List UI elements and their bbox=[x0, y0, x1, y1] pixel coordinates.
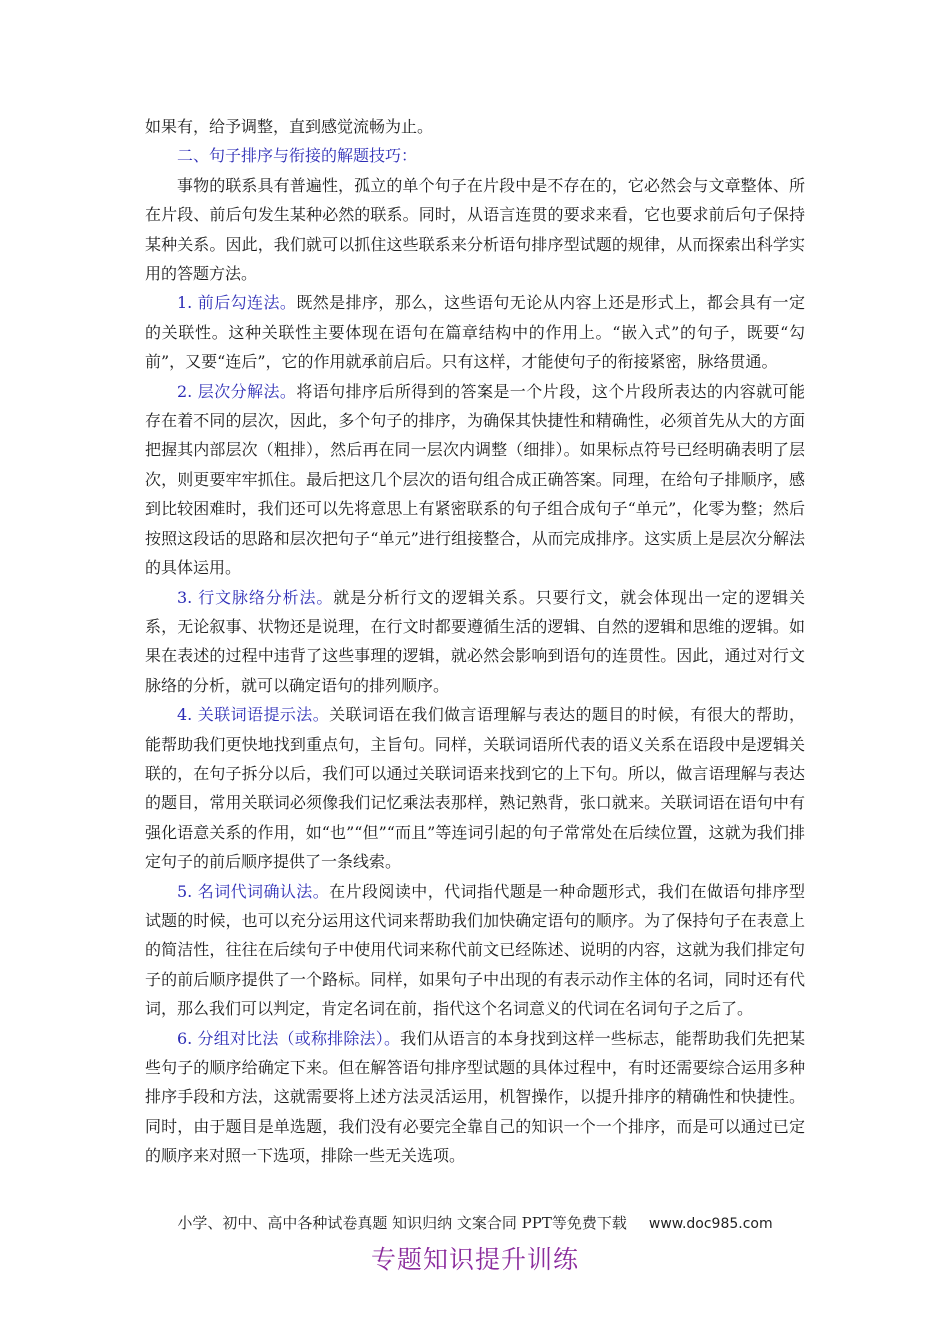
method-5-title: 5. 名词代词确认法。 bbox=[177, 881, 330, 901]
method-1 bbox=[145, 288, 805, 376]
method-4-title: 4. 关联词语提示法。 bbox=[177, 705, 330, 725]
method-6-title: 6. 分组对比法（或称排除法）。 bbox=[177, 1028, 401, 1048]
method-3-body: 就是分析行文的逻辑关系。只要行文，就会体现出一定的逻辑关系，无论叙事、状物还是说理，在行文时都要遵循生活的逻辑、自然的逻辑和思维的逻辑。如果在表述的过程中违背了这些事理的逻辑，就必然会影响到语句的连贯性。因此，通过对行文脉络的分析，就可以确定语句的排列顺序。 bbox=[145, 587, 805, 695]
method-5 bbox=[145, 877, 805, 1024]
method-6-body: 我们从语言的本身找到这样一些标志，能帮助我们先把某些句子的顺序给确定下来。但在解答语句排序型试题的具体过程中，有时还需要综合运用多种排序手段和方法，这就需要将上述方法灵活运用，机智操作，以提升排序的精确性和快捷性。同时，由于题目是单选题，我们没有必要完全靠自己的知识一个一个排序，而是可以通过已定的顺序来对照一下选项，排除一些无关选项。 bbox=[145, 1028, 805, 1166]
footer-links bbox=[0, 1212, 950, 1233]
footer-text: 小学、初中、高中各种试卷真题 知识归纳 文案合同 PPT等免费下载 bbox=[177, 1214, 627, 1232]
method-1-body: 既然是排序，那么，这些语句无论从内容上还是形式上，都会具有一定的关联性。这种关联性主要体现在语句在篇章结构中的作用上。“嵌入式”的句子，既要“勾前”，又要“连后”，它的作用就承前启后。只有这样，才能使句子的衔接紧密，脉络贯通。 bbox=[145, 293, 805, 372]
intro-paragraph: 事物的联系具有普遍性，孤立的单个句子在片段中是不存在的，它必然会与文章整体、所在片段、前后句发生某种必然的联系。同时，从语言连贯的要求来看，它也要求前后句子保持某种关系。因此，我们就可以抓住这些联系来分析语句排序型试题的规律，从而探索出科学实用的答题方法。 bbox=[145, 175, 805, 284]
method-1-title: 1. 前后勾连法。 bbox=[177, 293, 297, 313]
method-4 bbox=[145, 700, 805, 876]
footer-site-link[interactable]: www.doc985.com bbox=[648, 1216, 773, 1232]
method-3-title: 3. 行文脉络分析法。 bbox=[177, 587, 334, 607]
method-2-body: 将语句排序后所得到的答案是一个片段，这个片段所表达的内容就可能存在着不同的层次，因此，多个句子的排序，为确保其快捷性和精确性，必须首先从大的方面把握其内部层次（粗排），然后再在同一层次内调整（细排）。如果标点符号已经明确表明了层次，则更要牢牢抓住。最后把这几个层次的语句组合成正确答案。同理，在给句子排顺序，感到比较困难时，我们还可以先将意思上有紧密联系的句子组合成句子“单元”，化零为整；然后按照这段话的思路和层次把句子“单元”进行组接整合，从而完成排序。这实质上是层次分解法的具体运用。 bbox=[145, 381, 805, 578]
paragraph-continuation: 如果有，给予调整，直到感觉流畅为止。 bbox=[145, 117, 434, 136]
method-2-title: 2. 层次分解法。 bbox=[177, 381, 297, 401]
method-3 bbox=[145, 583, 805, 701]
method-5-body: 在片段阅读中，代词指代题是一种命题形式，我们在做语句排序型试题的时候，也可以充分运用这代词来帮助我们加快确定语句的顺序。为了保持句子在表意上的简洁性，往往在后续句子中使用代词来称代前文已经陈述、说明的内容，这就为我们排定句子的前后顺序提供了一个路标。同样，如果句子中出现的有表示动作主体的名词，同时还有代词，那么我们可以判定，肯定名词在前，指代这个名词意义的代词在名词句子之后了。 bbox=[145, 881, 805, 1019]
method-2 bbox=[145, 377, 805, 583]
footer-banner: 专题知识提升训练 bbox=[370, 1245, 579, 1274]
method-4-body: 关联词语在我们做言语理解与表达的题目的时候，有很大的帮助，能帮助我们更快地找到重点句，主旨句。同样，关联词语所代表的语义关系在语段中是逻辑关联的，在句子拆分以后，我们可以通过关联词语来找到它的上下句。所以，做言语理解与表达的题目，常用关联词必须像我们记忆乘法表那样，熟记熟背，张口就来。关联词语在语句中有强化语意关系的作用，如“也”“但”“而且”等连词引起的句子常常处在后续位置，这就为我们排定句子的前后顺序提供了一条线索。 bbox=[145, 705, 805, 872]
document-body bbox=[145, 112, 805, 1171]
section-heading: 二、句子排序与衔接的解题技巧： bbox=[177, 146, 418, 166]
method-6 bbox=[145, 1024, 805, 1171]
